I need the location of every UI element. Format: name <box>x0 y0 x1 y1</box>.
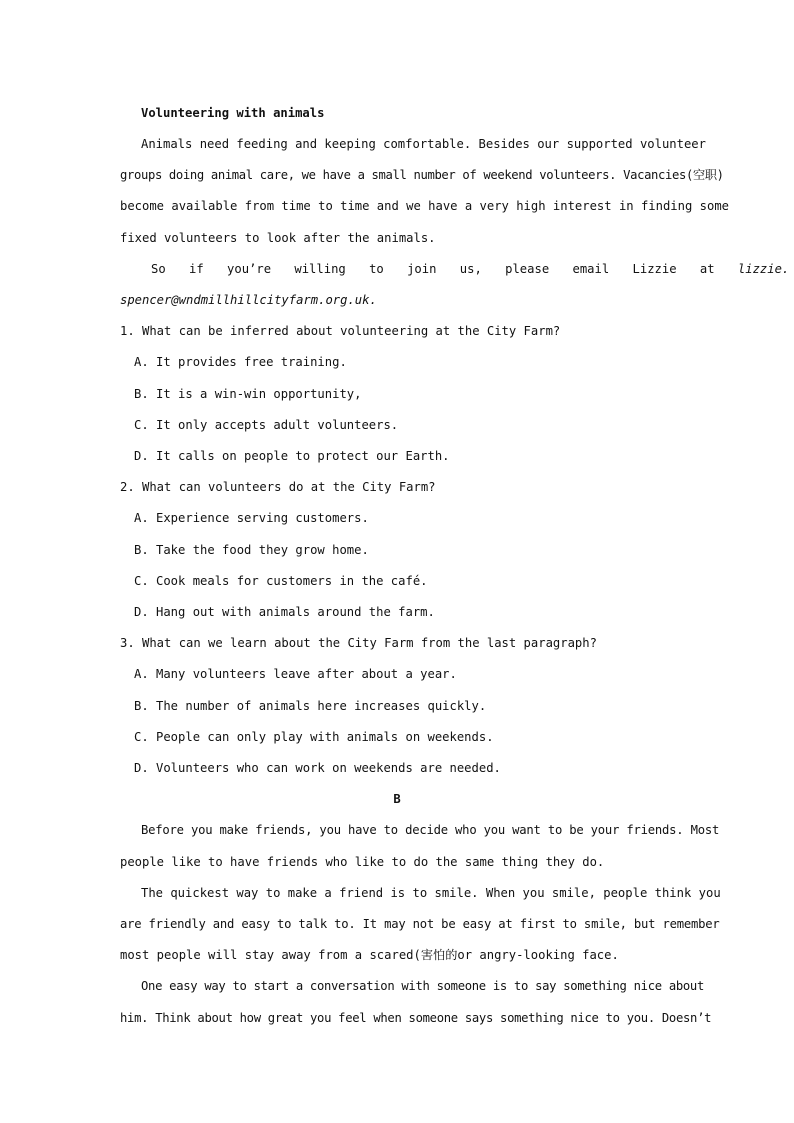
question-stem: 1. What can be inferred about volunteering at the City Farm? <box>120 324 561 338</box>
question-option: C. It only accepts adult volunteers. <box>134 418 399 432</box>
section-b-paragraph-line: One easy way to start a conversation with someone is to say something nice about <box>141 979 705 993</box>
question-option: A. It provides free training. <box>134 355 347 369</box>
question-stem: 2. What can volunteers do at the City Farm? <box>120 480 436 494</box>
question-option: B. Take the food they grow home. <box>134 543 369 557</box>
section-b-paragraph-line: him. Think about how great you feel when someone says something nice to you. Doesn’t <box>120 1011 712 1025</box>
contact-line <box>151 261 790 277</box>
section-b-paragraph-line: people like to have friends who like to do the same thing they do. <box>120 855 605 869</box>
section-b-paragraph-line: Before you make friends, you have to decide who you want to be your friends. Most <box>141 823 720 837</box>
question-option: C. People can only play with animals on weekends. <box>134 730 494 744</box>
section-b-paragraph-line: are friendly and easy to talk to. It may not be easy at first to smile, but remember <box>120 917 720 931</box>
section-a-paragraph-line: become available from time to time and we have a very high interest in finding some <box>120 199 730 213</box>
question-option: D. It calls on people to protect our Earth. <box>134 449 450 463</box>
section-a-paragraph-line: fixed volunteers to look after the animals. <box>120 231 436 245</box>
section-a-paragraph-line: groups doing animal care, we have a small number of weekend volunteers. Vacancies(空职) <box>120 168 724 182</box>
question-option: B. The number of animals here increases quickly. <box>134 699 487 713</box>
question-option: D. Hang out with animals around the farm. <box>134 605 435 619</box>
section-a-paragraph-line: Animals need feeding and keeping comfortable. Besides our supported volunteer <box>141 137 706 151</box>
contact-text: So if you’re willing to join us, please email Lizzie at <box>151 262 738 276</box>
question-option: C. Cook meals for customers in the café. <box>134 574 428 588</box>
question-option: B. It is a win-win opportunity, <box>134 387 362 401</box>
question-option: D. Volunteers who can work on weekends are needed. <box>134 761 501 775</box>
question-stem: 3. What can we learn about the City Farm from the last paragraph? <box>120 636 597 650</box>
question-option: A. Experience serving customers. <box>134 511 369 525</box>
section-b-heading: B <box>393 792 401 806</box>
contact-email-part1[interactable]: lizzie. <box>737 262 790 276</box>
contact-email-part2[interactable]: spencer@wndmillhillcityfarm.org.uk. <box>120 293 377 307</box>
question-option: A. Many volunteers leave after about a year. <box>134 667 457 681</box>
section-b-paragraph-line: The quickest way to make a friend is to smile. When you smile, people think you <box>141 886 721 900</box>
section-b-paragraph-line: most people will stay away from a scared(害怕的or angry-looking face. <box>120 948 619 962</box>
section-a-title: Volunteering with animals <box>141 106 325 120</box>
